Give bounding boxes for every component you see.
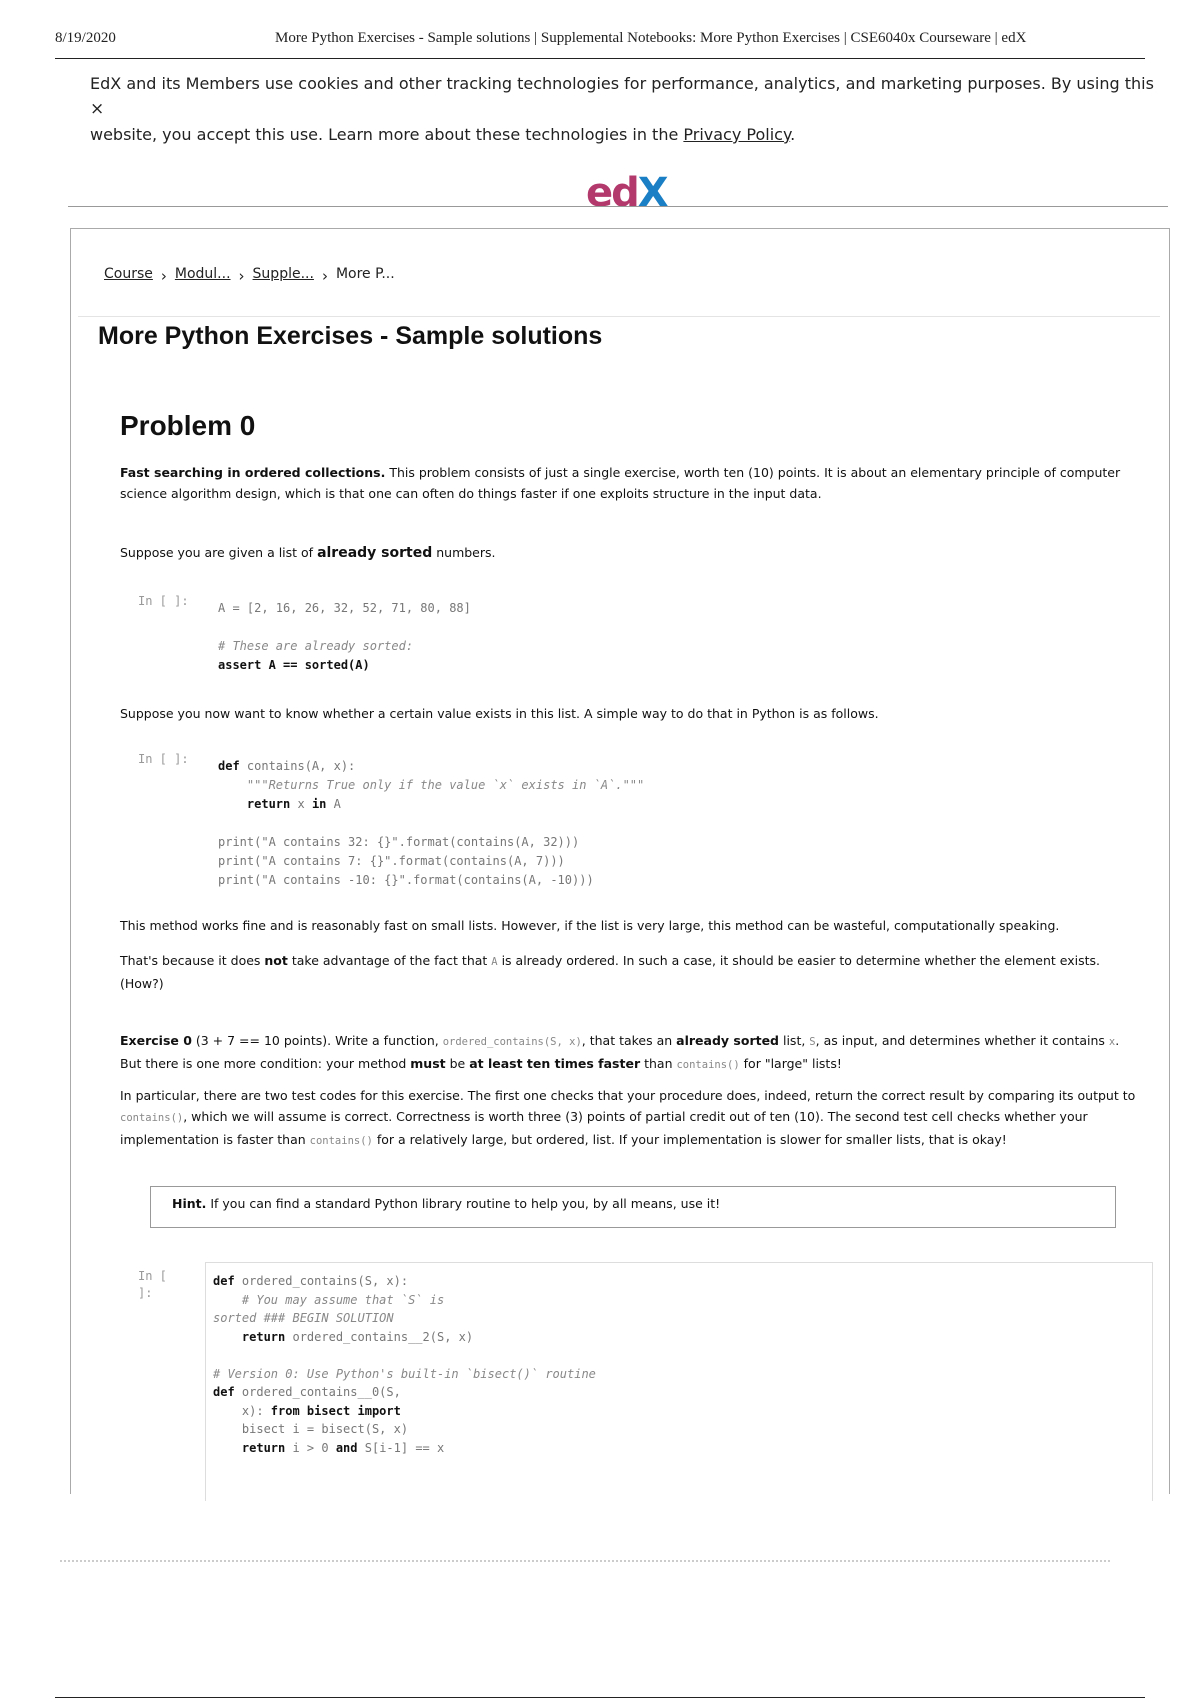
code-line: i > 0	[285, 1440, 336, 1455]
inline-code: ordered_contains(S, x)	[442, 1036, 582, 1048]
paragraph-method-works: This method works fine and is reasonably fast on small lists. However, if the list is very large, this method can be wasteful, computationally speaking.	[120, 918, 1060, 933]
p2-text-c: numbers.	[432, 545, 496, 560]
ex-text: (3 + 7 == 10 points). Write a function,	[191, 1033, 443, 1048]
logo-letter-e: e	[586, 170, 612, 216]
code-line: ordered_contains(S, x):	[234, 1274, 409, 1288]
code-keyword: and	[335, 1440, 358, 1455]
code-keyword: import	[357, 1403, 401, 1418]
code-keyword: def	[213, 1274, 235, 1288]
code-line: A = [2, 16, 26, 32, 52, 71, 80, 88]	[218, 601, 471, 615]
code-keyword: return	[218, 797, 291, 811]
ex-text: be	[445, 1056, 470, 1071]
intro-bold: Fast searching in ordered collections.	[120, 465, 386, 480]
code-line: S[i-1] == x	[357, 1440, 445, 1455]
paragraph-simple-way: Suppose you now want to know whether a certain value exists in this list. A simple way to do that in Python is as follows.	[120, 706, 879, 721]
code-line: ordered_contains__0(S,	[234, 1385, 401, 1399]
p2-bold: already sorted	[317, 545, 433, 561]
print-header	[55, 28, 1145, 59]
p6-text: , which we will assume is correct. Correctness is worth three (3) points of partial credit out of ten (10). The second test cell checks whether your implementation is faster than	[120, 1109, 1088, 1147]
code-line: x):	[213, 1403, 271, 1418]
chevron-right-icon: ›	[321, 267, 328, 285]
page-title: More Python Exercises - Sample solutions	[98, 322, 603, 350]
ex-text: list,	[779, 1033, 810, 1048]
code-line: print("A contains -10: {}".format(contains(A, -10)))	[218, 873, 594, 887]
edx-logo[interactable]	[586, 170, 667, 216]
code-keyword: return	[213, 1329, 286, 1344]
cookie-text-1: EdX and its Members use cookies and other tracking technologies for performance, analytics, and marketing purposes. By using this	[90, 74, 1154, 93]
code-line: bisect i = bisect(S, x)	[213, 1422, 409, 1436]
hint-text	[172, 1196, 720, 1211]
paragraph-sorted	[120, 542, 1140, 564]
cell-prompt	[138, 1268, 167, 1302]
ex-bold: at least ten times faster	[469, 1056, 641, 1071]
cookie-banner	[90, 70, 1170, 148]
p5-text: take advantage of the fact that	[287, 953, 492, 968]
code-cell-1[interactable]	[218, 599, 471, 672]
breadcrumb-course[interactable]: Course	[104, 266, 153, 282]
inline-code: contains()	[676, 1059, 740, 1071]
code-keyword: def	[213, 1385, 235, 1399]
p2-text-a: Suppose you are given a list of	[120, 545, 318, 560]
chevron-right-icon: ›	[160, 267, 167, 285]
title-divider	[78, 316, 1160, 317]
hint-body: If you can find a standard Python library routine to help you, by all means, use it!	[206, 1196, 721, 1211]
ex-text: . But there is one more condition: your method	[120, 1033, 1120, 1071]
paragraph-not-advantage	[120, 950, 1140, 994]
code-line: # Version 0: Use Python's built-in `bisect()` routine	[213, 1366, 596, 1381]
privacy-policy-link[interactable]: Privacy Policy	[683, 125, 791, 144]
code-cell-3[interactable]	[213, 1272, 596, 1457]
code-keyword: return	[213, 1440, 286, 1455]
chevron-right-icon: ›	[238, 267, 245, 285]
code-line: print("A contains 32: {}".format(contains(A, 32)))	[218, 835, 580, 849]
code-line: assert A == sorted(A)	[218, 658, 370, 672]
cookie-text-2: website, you accept this use. Learn more about these technologies in the	[90, 125, 684, 144]
p5-text: That's because it does	[120, 953, 265, 968]
code-cell-2[interactable]	[218, 757, 645, 887]
logo-letter-x: X	[637, 170, 667, 216]
logo-letter-d: d	[611, 170, 638, 216]
p5-text: is already ordered. In such a case, it should be easier to determine whether the element exists. (How?)	[120, 953, 1100, 991]
code-line: x	[290, 797, 312, 811]
hint-label: Hint.	[172, 1196, 207, 1211]
ex-text: , that takes an	[581, 1033, 677, 1048]
p6-text: for a relatively large, but ordered, list. If your implementation is slower for smaller lists, that is okay!	[372, 1132, 1007, 1147]
inline-code: contains()	[120, 1112, 184, 1124]
ex-bold: must	[410, 1056, 446, 1071]
breadcrumb-current: More P...	[335, 266, 395, 282]
code-line: ordered_contains__2(S, x)	[285, 1329, 474, 1344]
cookie-text-3: .	[790, 125, 796, 144]
code-keyword: in	[311, 797, 327, 811]
p5-bold: not	[264, 953, 288, 968]
intro-text: This problem consists of just a single exercise, worth ten (10) points. It is about an elementary principle of computer science algorithm design, which is that one can often do things faster if one exploits structure in the input data.	[120, 465, 1121, 501]
paragraph-test-codes	[120, 1085, 1140, 1152]
code-line: sorted ### BEGIN SOLUTION	[213, 1311, 394, 1325]
ex-text: than	[640, 1056, 677, 1071]
prompt-part: ]:	[138, 1286, 153, 1300]
print-date: 8/19/2020	[55, 30, 116, 46]
print-title: More Python Exercises - Sample solutions | Supplemental Notebooks: More Python Exercises | CSE6040x Courseware | edX	[275, 30, 1027, 46]
inline-code: x	[1108, 1036, 1116, 1048]
page-break-artifact	[60, 1560, 1110, 1564]
code-line: """Returns True only if the value `x` exists in `A`."""	[218, 778, 645, 792]
breadcrumb-module[interactable]: Modul...	[174, 266, 231, 282]
inline-code: S	[809, 1036, 816, 1048]
header-divider	[68, 206, 1168, 207]
exercise-label: Exercise 0	[120, 1033, 192, 1048]
code-line: contains(A, x):	[239, 759, 356, 773]
cell-prompt: In [ ]:	[138, 594, 189, 608]
code-line: bisect	[299, 1403, 358, 1418]
p6-text: In particular, there are two test codes for this exercise. The first one checks that your procedure does, indeed, return the correct result by comparing its output to	[120, 1088, 1136, 1103]
inline-code: A	[491, 956, 498, 968]
inline-code: contains()	[309, 1135, 373, 1147]
ex-bold: already sorted	[676, 1033, 780, 1048]
breadcrumb	[104, 264, 395, 285]
problem-heading: Problem 0	[120, 410, 256, 441]
ex-text: , as input, and determines whether it contains	[815, 1033, 1109, 1048]
close-icon[interactable]: ×	[90, 99, 105, 119]
exercise-0-statement	[120, 1030, 1140, 1076]
code-line: A	[326, 797, 341, 811]
code-line: # These are already sorted:	[218, 639, 414, 653]
code-keyword: def	[218, 759, 240, 773]
cell-prompt: In [ ]:	[138, 752, 189, 766]
prompt-part: In [	[138, 1269, 167, 1283]
code-keyword: from	[270, 1403, 300, 1418]
print-footer-rule	[55, 1697, 1145, 1698]
code-line: print("A contains 7: {}".format(contains(A, 7)))	[218, 854, 565, 868]
code-line: # You may assume that `S` is	[213, 1292, 445, 1307]
hint-box	[150, 1186, 1116, 1228]
breadcrumb-supplemental[interactable]: Supple...	[252, 266, 314, 282]
ex-text: for "large" lists!	[739, 1056, 842, 1071]
problem-intro	[120, 462, 1140, 504]
